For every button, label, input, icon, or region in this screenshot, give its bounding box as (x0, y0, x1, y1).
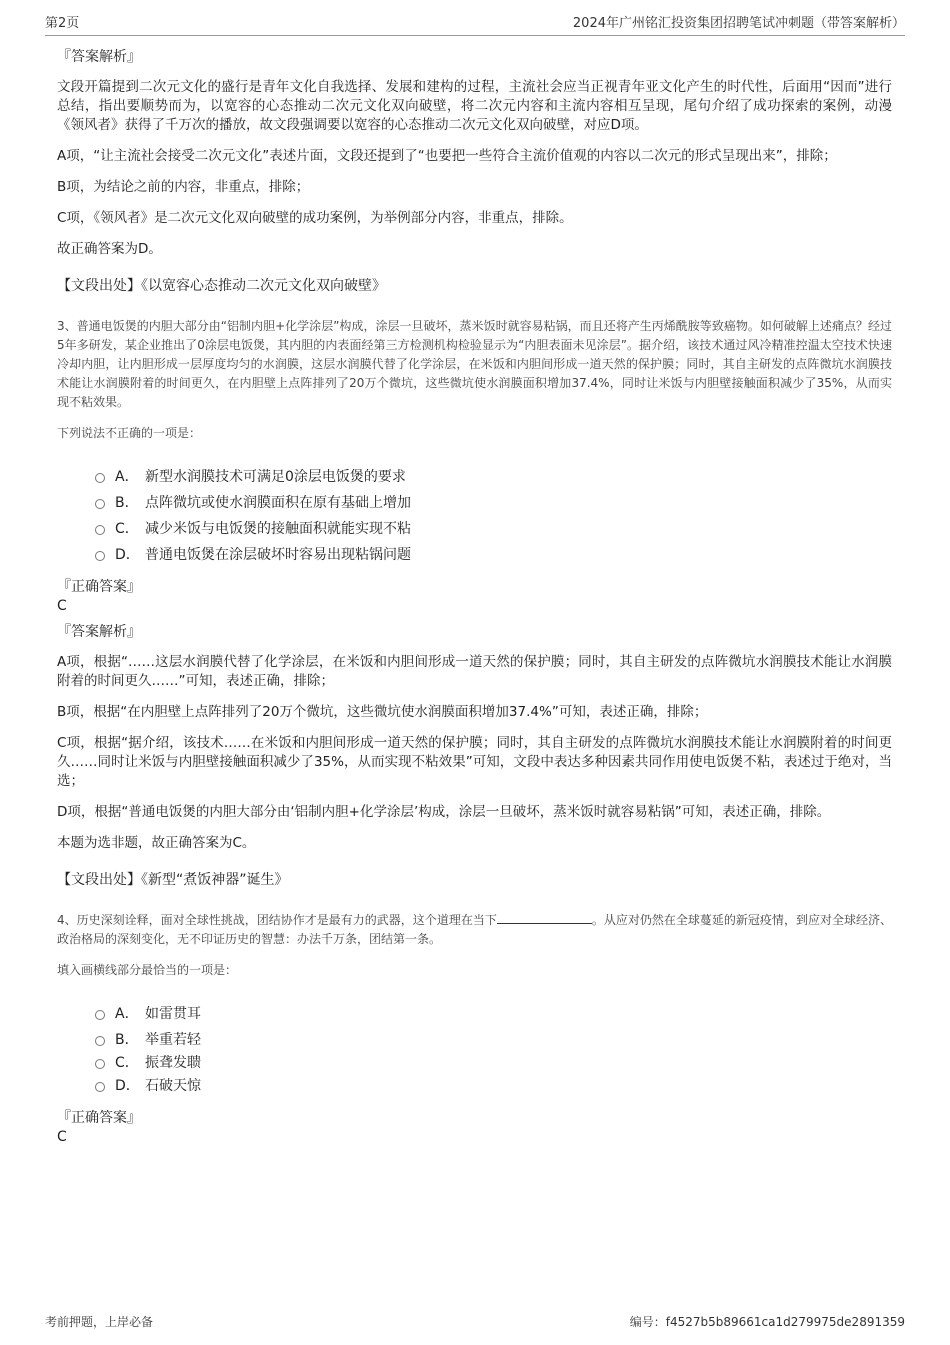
option-text: 点阵微坑或使水润膜面积在原有基础上增加 (145, 495, 411, 511)
q4-text-after: 。从应对仍然在全球蔓延的新冠疫情，到应对全球经济、政治格局的深刻变化，无不印证历史的智慧：办法千万条，团结第一条。 (57, 913, 892, 946)
q4-option-a[interactable] (95, 1000, 892, 1026)
q4-prompt: 填入画横线部分最恰当的一项是： (57, 963, 238, 977)
radio-icon[interactable] (95, 1036, 105, 1046)
fill-blank (497, 911, 592, 924)
q3-prompt: 下列说法不正确的一项是： (57, 426, 202, 440)
q3-option-a[interactable] (95, 463, 892, 489)
q3-option-b[interactable] (95, 489, 892, 515)
option-text: 振聋发聩 (145, 1055, 201, 1071)
option-letter: C． (115, 521, 139, 537)
q3-analysis-para: B项，根据“在内胆壁上点阵排列了20万个微坑，这些微坑使水润膜面积增加37.4%”可知，表述正确，排除； (57, 704, 708, 720)
q3-analysis-para: A项，根据“……这层水润膜代替了化学涂层，在米饭和内胆间形成一道天然的保护膜；同时，其自主研发的点阵微坑水润膜技术能让水润膜附着的时间更久……”可知，表述正确，排除； (57, 654, 892, 689)
option-letter: A． (115, 469, 139, 485)
option-text: 减少米饭与电饭煲的接触面积就能实现不粘 (145, 521, 411, 537)
footer-slogan: 考前押题，上岸必备 (45, 1315, 154, 1329)
q4-correct-answer: C (57, 1129, 67, 1145)
radio-icon[interactable] (95, 1010, 105, 1020)
q2-analysis-para: B项，为结论之前的内容，非重点，排除； (57, 179, 310, 195)
option-text: 举重若轻 (145, 1032, 201, 1048)
page-content (57, 46, 892, 1152)
radio-icon[interactable] (95, 525, 105, 535)
q4-options (95, 1000, 892, 1098)
q3-analysis-para: C项，根据“据介绍，该技术……在米饭和内胆间形成一道天然的保护膜；同时，其自主研发的点阵微坑水润膜技术能让水润膜附着的时间更久……同时让米饭与内胆壁接触面积减少了35%，从而实现不粘效果”可知，文段中表达多种因素共同作用使电饭煲不粘，表述过于绝对，当选； (57, 735, 892, 789)
page-number: 第2页 (45, 16, 80, 31)
q3-source: 【文段出处】《新型“煮饭神器”诞生》 (57, 872, 289, 888)
q3-analysis-para: D项，根据“普通电饭煲的内胆大部分由‘铝制内胆+化学涂层’构成，涂层一旦破坏，蒸米饭时就容易粘锅”可知，表述正确，排除。 (57, 804, 831, 820)
document-title: 2024年广州铭汇投资集团招聘笔试冲刺题（带答案解析） (572, 16, 905, 31)
q2-analysis-label: 『答案解析』 (57, 49, 141, 65)
option-text: 石破天惊 (145, 1078, 201, 1094)
q4-question-text (57, 911, 892, 949)
q2-analysis-para: 文段开篇提到二次元文化的盛行是青年文化自我选择、发展和建构的过程，主流社会应当正视青年亚文化产生的时代性，后面用“因而”进行总结，指出要顺势而为，以宽容的心态推动二次元文化双向破壁，将二次元内容和主流内容相互呈现，尾句介绍了成功探索的案例，动漫《领风者》获得了千万次的播放，故文段强调要以宽容的心态推动二次元文化双向破壁，对应D项。 (57, 79, 892, 133)
q4-option-d[interactable] (95, 1072, 892, 1098)
q3-analysis-para: 本题为选非题，故正确答案为C。 (57, 835, 256, 851)
q4-correct-label: 『正确答案』 (57, 1110, 141, 1126)
q4-text-before: 4、历史深刻诠释，面对全球性挑战，团结协作才是最有力的武器，这个道理在当下 (57, 913, 497, 927)
option-letter: C． (115, 1055, 139, 1071)
q4-option-c[interactable] (95, 1052, 892, 1072)
q3-correct-answer: C (57, 598, 67, 614)
document-id: 编号：f4527b5b89661ca1d279975de2891359 (629, 1315, 905, 1329)
q3-question-text: 3、普通电饭煲的内胆大部分由“铝制内胆+化学涂层”构成，涂层一旦破坏，蒸米饭时就容易粘锅，而且还将产生丙烯酰胺等致癌物。如何破解上述痛点？经过5年多研发，某企业推出了0涂层电饭煲，其内胆的内表面经第三方检测机构检验显示为“内胆表面未见涂层”。据介绍，该技术通过风冷精准控温太空技术快速冷却内胆，让内胆形成一层厚度均匀的水润膜，这层水润膜代替了化学涂层，在米饭和内胆间形成一道天然的保护膜；同时，其自主研发的点阵微坑水润膜技术能让水润膜附着的时间更久，在内胆壁上点阵排列了20万个微坑，这些微坑使水润膜面积增加37.4%，同时让米饭与内胆壁接触面积减少了35%，从而实现不粘效果。 (57, 319, 892, 409)
option-text: 新型水润膜技术可满足0涂层电饭煲的要求 (145, 469, 406, 485)
radio-icon[interactable] (95, 551, 105, 561)
option-letter: B． (115, 495, 139, 511)
radio-icon[interactable] (95, 473, 105, 483)
option-text: 如雷贯耳 (145, 1006, 201, 1022)
q2-source: 【文段出处】《以宽容心态推动二次元文化双向破壁》 (57, 278, 386, 294)
q2-analysis-para: 故正确答案为D。 (57, 241, 162, 257)
option-letter: A． (115, 1006, 139, 1022)
q3-analysis-label: 『答案解析』 (57, 624, 141, 640)
radio-icon[interactable] (95, 1059, 105, 1069)
page-header (45, 12, 905, 36)
q4-option-b[interactable] (95, 1026, 892, 1052)
q3-option-c[interactable] (95, 515, 892, 541)
page-footer (45, 1313, 905, 1330)
option-letter: D． (115, 1078, 140, 1094)
option-text: 普通电饭煲在涂层破坏时容易出现粘锅问题 (145, 547, 411, 563)
option-letter: B． (115, 1032, 139, 1048)
radio-icon[interactable] (95, 499, 105, 509)
option-letter: D． (115, 547, 140, 563)
q3-correct-label: 『正确答案』 (57, 579, 141, 595)
q2-analysis-para: A项，“让主流社会接受二次元文化”表述片面，文段还提到了“也要把一些符合主流价值观的内容以二次元的形式呈现出来”，排除； (57, 148, 837, 164)
q2-analysis-para: C项，《领风者》是二次元文化双向破壁的成功案例，为举例部分内容，非重点，排除。 (57, 210, 573, 226)
q3-option-d[interactable] (95, 541, 892, 567)
q3-options (95, 463, 892, 567)
radio-icon[interactable] (95, 1082, 105, 1092)
